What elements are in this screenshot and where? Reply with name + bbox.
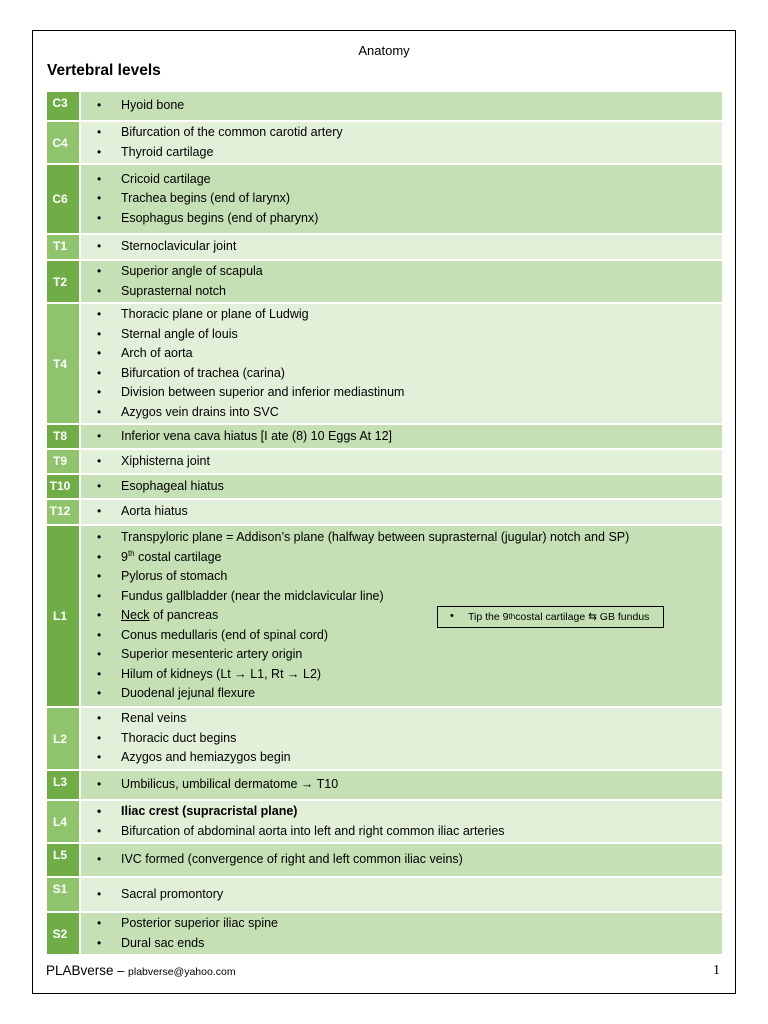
footer-brand: PLABverse [46,963,114,978]
item-list [81,165,722,233]
table-row [47,708,722,771]
list-item: • Cricoid cartilage [121,170,714,190]
table-row [47,165,722,235]
list-item: • Duodenal jejunal flexure [121,684,714,704]
tip-note-box: • Tip the 9 th costal cartilage ⇆ GB fundus [437,606,664,628]
list-item: • Bifurcation of trachea (carina) [121,364,714,384]
table-row [47,450,722,475]
list-item: • Iliac crest (supracristal plane) [121,802,714,822]
level-cell: L4 [47,801,81,842]
item-list [81,122,722,163]
page-number: 1 [713,963,720,978]
list-item: • Hyoid bone [121,96,714,116]
table-row [47,304,722,425]
level-cell: L1 [47,526,81,706]
item-text: costal cartilage [134,549,222,564]
list-item: • Aorta hiatus [121,502,714,522]
item-list [81,425,722,448]
item-list [81,261,722,302]
list-item: • Trachea begins (end of larynx) [121,189,714,209]
table-row [47,475,722,500]
level-cell: L3 [47,771,81,799]
item-list [81,235,722,259]
item-list [81,878,722,911]
item-list [81,913,722,954]
table-row [47,878,722,913]
table-row [47,261,722,304]
level-cell: T4 [47,304,81,423]
list-item: • Dural sac ends [121,934,714,954]
level-cell: C3 [47,92,81,120]
table-row [47,235,722,261]
table-row [47,92,722,122]
item-list [81,500,722,524]
note-text: costal cartilage ⇆ GB fundus [515,611,650,623]
level-cell: L5 [47,844,81,876]
list-item: • Sternal angle of louis [121,325,714,345]
table-row [47,771,722,801]
list-item: • Thoracic plane or plane of Ludwig [121,305,714,325]
list-item: • Arch of aorta [121,344,714,364]
item-text: of pancreas [149,608,219,623]
item-number: 9 [121,549,128,564]
item-list [81,801,722,842]
list-item: • Esophagus begins (end of pharynx) [121,209,714,229]
list-item: • Esophageal hiatus [121,477,714,497]
list-item: • Posterior superior iliac spine [121,914,714,934]
list-item: • Bifurcation of abdominal aorta into left and right common iliac arteries [121,822,714,842]
underlined-word: Neck [121,608,150,623]
level-cell: T10 [47,475,81,498]
list-item: • Superior mesenteric artery origin [121,645,714,665]
table-row [47,801,722,844]
table-row [47,526,722,708]
list-item: • Superior angle of scapula [121,262,714,282]
list-item: • IVC formed (convergence of right and left common iliac veins) [121,850,714,870]
table-row [47,425,722,450]
page-header: Anatomy [358,43,410,58]
item-list [81,92,722,120]
list-item: • Fundus gallbladder (near the midclavicular line) [121,587,714,607]
note-bullet: • [450,610,454,622]
level-cell: T9 [47,450,81,473]
list-item: • Azygos and hemiazygos begin [121,748,714,768]
list-item [121,548,714,568]
level-cell: C6 [47,165,81,233]
list-item: • Thyroid cartilage [121,143,714,163]
item-list [81,771,722,799]
table-row [47,500,722,526]
item-list [81,304,722,423]
list-item: • Bifurcation of the common carotid artery [121,123,714,143]
level-cell: C4 [47,122,81,163]
item-list [81,475,722,498]
list-item: • Inferior vena cava hiatus [I ate (8) 10 Eggs At 12] [121,427,714,447]
vertebral-levels-table [47,92,722,956]
level-cell: T2 [47,261,81,302]
table-row [47,122,722,165]
list-item: • Renal veins [121,709,714,729]
level-cell: S2 [47,913,81,954]
list-item: • Xiphisterna joint [121,452,714,472]
list-item: • Pylorus of stomach [121,567,714,587]
list-item: • Sternoclavicular joint [121,237,714,257]
list-item: • Hilum of kidneys (Lt → L1, Rt → L2) [121,665,714,685]
level-cell: T12 [47,500,81,524]
level-cell: T1 [47,235,81,259]
note-text: Tip the 9 [468,611,509,623]
item-list [81,450,722,473]
table-row [47,913,722,956]
footer-email: plabverse@yahoo.com [128,966,236,978]
list-item: • Conus medullaris (end of spinal cord) [121,626,714,646]
level-cell: L2 [47,708,81,769]
list-item: • Sacral promontory [121,885,714,905]
level-cell: T8 [47,425,81,448]
item-list [81,844,722,876]
list-item: • Division between superior and inferior mediastinum [121,383,714,403]
footer-credit [46,963,236,978]
item-list [81,708,722,769]
ordinal-suffix: th [127,548,135,558]
list-item: • Suprasternal notch [121,282,714,302]
list-item: • Transpyloric plane = Addison’s plane (halfway between suprasternal (jugular) notch and SP) [121,528,714,548]
table-row [47,844,722,878]
footer-separator: – [113,963,129,978]
list-item: • Azygos vein drains into SVC [121,403,714,423]
list-item: • Umbilicus, umbilical dermatome → T10 [121,775,714,795]
list-item: • Thoracic duct begins [121,729,714,749]
document-title: Vertebral levels [47,62,161,79]
level-cell: S1 [47,878,81,911]
